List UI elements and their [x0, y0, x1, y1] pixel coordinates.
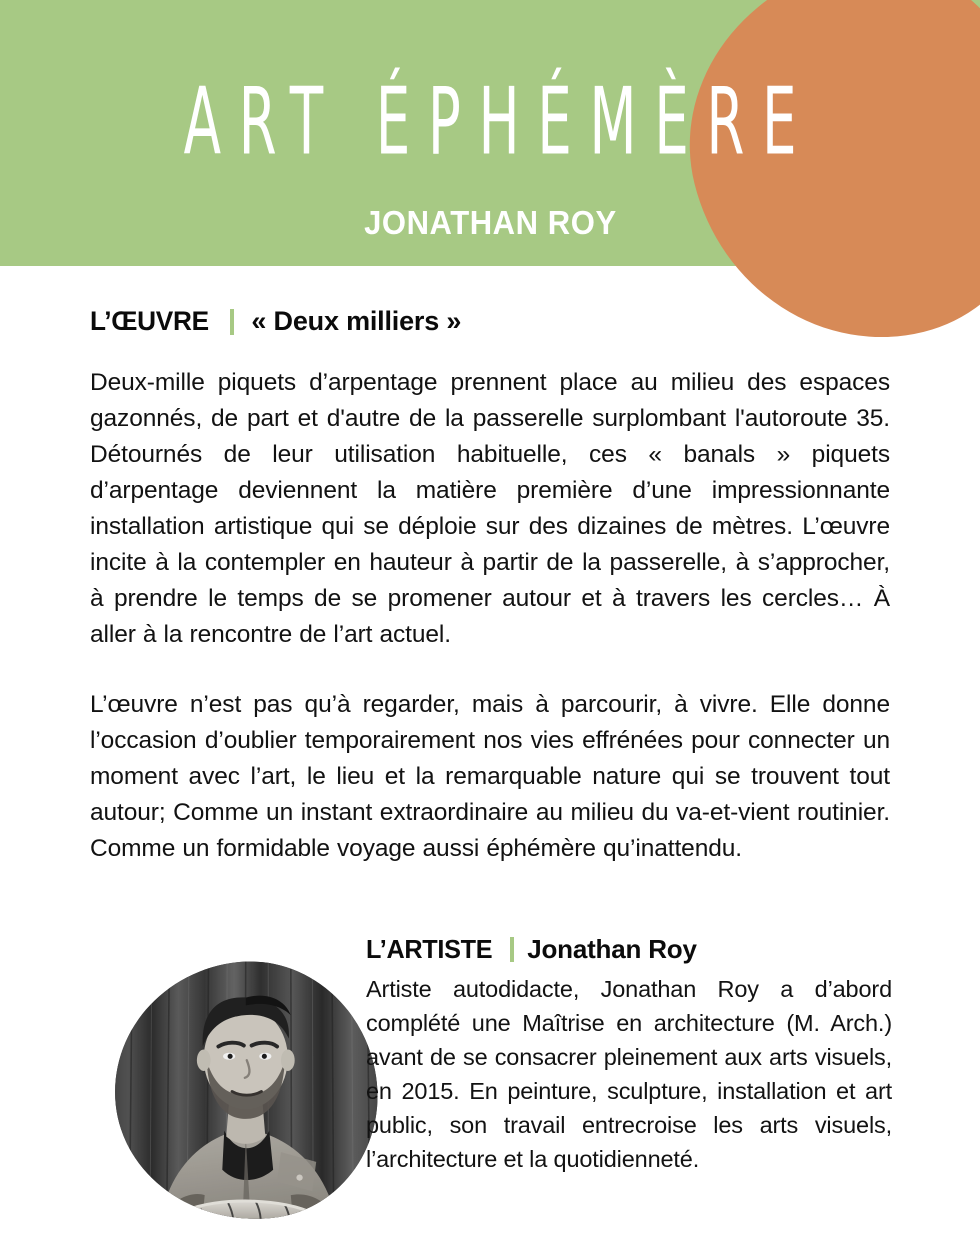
- header-content: [0, 0, 980, 266]
- artwork-section: [90, 306, 890, 867]
- artwork-heading-label: L’ŒUVRE: [90, 306, 209, 336]
- artwork-paragraph-2: L’œuvre n’est pas qu’à regarder, mais à parcourir, à vivre. Elle donne l’occasion d’oublier temporairement nos vies effrénées pour connecter un moment avec l’art, le lieu et la remarquable nature qui se trouvent tout autour; Comme un instant extraordinaire au milieu du va-et-vient routinier. Comme un formidable voyage aussi éphémère qu’inattendu.: [90, 691, 890, 862]
- artist-section: [0, 934, 980, 1234]
- artist-portrait: [102, 949, 390, 1233]
- page-header: [0, 0, 980, 266]
- heading-separator-bar: [230, 309, 234, 335]
- artist-heading-label: L’ARTISTE: [366, 934, 493, 964]
- heading-separator-bar: [510, 937, 514, 962]
- artist-section-heading: [366, 934, 892, 965]
- artwork-paragraph-1: Deux-mille piquets d’arpentage prennent place au milieu des espaces gazonnés, de part et d'autre de la passerelle surplombant l'autoroute 35. Détournés de leur utilisation habituelle, ces « banals » piquets d’arpentage deviennent la matière première d’une impressionnante installation artistique qui se déploie sur des dizaines de mètres. L’œuvre incite à la contempler en hauteur à partir de la passerelle, à s’approcher, à prendre le temps de se promener autour et à travers les cercles… À aller à la rencontre de l’art actuel.: [90, 369, 890, 648]
- artist-text-column: [366, 934, 892, 1176]
- artist-full-name: Jonathan Roy: [527, 934, 697, 964]
- artist-name-subtitle: JONATHAN ROY: [363, 204, 617, 241]
- artist-portrait-photo: [102, 949, 390, 1233]
- artist-biography: Artiste autodidacte, Jonathan Roy a d’abord complété une Maîtrise en architecture (M. Arch.) avant de se consacrer pleinement aux arts visuels, en 2015. En peinture, sculpture, installation et art public, son travail entrecroise les arts visuels, l’architecture et la quotidienneté.: [366, 976, 892, 1172]
- artwork-title: « Deux milliers »: [251, 306, 462, 336]
- artwork-section-heading: [90, 306, 890, 337]
- page-title: ART ÉPHÉMÈRE: [183, 67, 815, 176]
